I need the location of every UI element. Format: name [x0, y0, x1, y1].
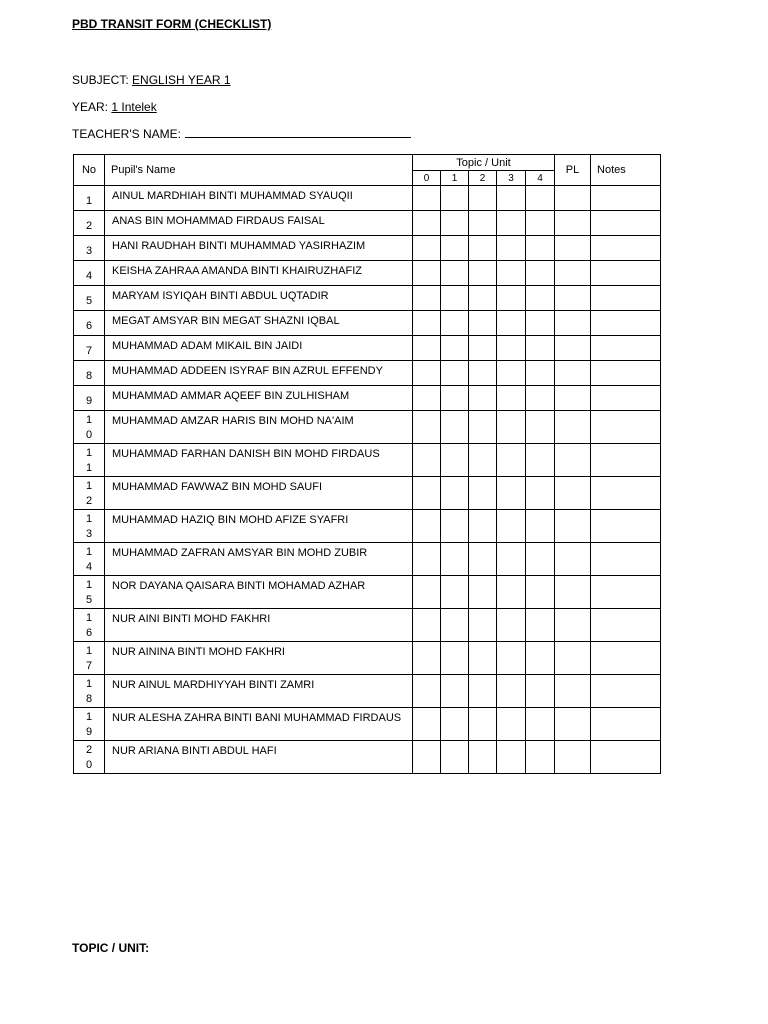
- topic-level-0-cell[interactable]: [413, 675, 441, 708]
- pl-cell[interactable]: [555, 186, 591, 211]
- pupil-name: ANAS BIN MOHAMMAD FIRDAUS FAISAL: [105, 211, 413, 236]
- topic-level-0-cell[interactable]: [413, 386, 441, 411]
- topic-level-3-cell[interactable]: [497, 386, 526, 411]
- topic-level-3-cell[interactable]: [497, 236, 526, 261]
- topic-level-4-cell[interactable]: [526, 510, 555, 543]
- topic-level-1-cell[interactable]: [441, 286, 469, 311]
- row-number: 7: [74, 336, 105, 361]
- pupil-name: MUHAMMAD AMMAR AQEEF BIN ZULHISHAM: [105, 386, 413, 411]
- notes-cell[interactable]: [591, 186, 661, 211]
- pupil-name: MUHAMMAD AMZAR HARIS BIN MOHD NA'AIM: [105, 411, 413, 444]
- topic-level-3-cell[interactable]: [497, 576, 526, 609]
- topic-level-1-cell[interactable]: [441, 510, 469, 543]
- notes-cell[interactable]: [591, 444, 661, 477]
- row-number: 1 2: [74, 477, 105, 510]
- topic-level-1-cell[interactable]: [441, 186, 469, 211]
- topic-level-0-cell[interactable]: [413, 477, 441, 510]
- row-number: 1 4: [74, 543, 105, 576]
- row-number: 6: [74, 311, 105, 336]
- header-no: No: [74, 155, 105, 186]
- topic-level-1-cell[interactable]: [441, 675, 469, 708]
- notes-cell[interactable]: [591, 386, 661, 411]
- row-number: 1 5: [74, 576, 105, 609]
- row-number: 9: [74, 386, 105, 411]
- topic-level-0-cell[interactable]: [413, 543, 441, 576]
- topic-level-1-cell[interactable]: [441, 543, 469, 576]
- table-row: [74, 675, 661, 708]
- table-row: [74, 261, 661, 286]
- topic-level-2-cell[interactable]: [469, 361, 497, 386]
- topic-level-2-cell[interactable]: [469, 576, 497, 609]
- table-row: [74, 642, 661, 675]
- row-number: 2: [74, 211, 105, 236]
- notes-cell[interactable]: [591, 336, 661, 361]
- pupil-name: NUR ARIANA BINTI ABDUL HAFI: [105, 741, 413, 774]
- topic-level-4-cell[interactable]: [526, 411, 555, 444]
- topic-level-0-cell[interactable]: [413, 211, 441, 236]
- topic-level-1-cell[interactable]: [441, 477, 469, 510]
- topic-level-2-cell[interactable]: [469, 708, 497, 741]
- header-level-2: 2: [469, 171, 497, 186]
- table-row: [74, 510, 661, 543]
- topic-level-0-cell[interactable]: [413, 576, 441, 609]
- topic-level-3-cell[interactable]: [497, 543, 526, 576]
- pupil-name: HANI RAUDHAH BINTI MUHAMMAD YASIRHAZIM: [105, 236, 413, 261]
- topic-level-3-cell[interactable]: [497, 510, 526, 543]
- topic-level-0-cell[interactable]: [413, 286, 441, 311]
- pupil-name: MUHAMMAD FAWWAZ BIN MOHD SAUFI: [105, 477, 413, 510]
- topic-level-4-cell[interactable]: [526, 642, 555, 675]
- notes-cell[interactable]: [591, 236, 661, 261]
- pupil-name: MUHAMMAD ADDEEN ISYRAF BIN AZRUL EFFENDY: [105, 361, 413, 386]
- header-notes: Notes: [591, 155, 661, 186]
- pupil-name: NUR ALESHA ZAHRA BINTI BANI MUHAMMAD FIRDAUS: [105, 708, 413, 741]
- pl-cell[interactable]: [555, 386, 591, 411]
- topic-level-4-cell[interactable]: [526, 211, 555, 236]
- notes-cell[interactable]: [591, 510, 661, 543]
- pl-cell[interactable]: [555, 741, 591, 774]
- subject-value: ENGLISH YEAR 1: [132, 73, 231, 87]
- topic-level-3-cell[interactable]: [497, 411, 526, 444]
- checklist-table: [73, 154, 661, 774]
- header-level-1: 1: [441, 171, 469, 186]
- notes-cell[interactable]: [591, 311, 661, 336]
- pupil-name: NUR AINI BINTI MOHD FAKHRI: [105, 609, 413, 642]
- topic-level-2-cell[interactable]: [469, 211, 497, 236]
- topic-level-2-cell[interactable]: [469, 286, 497, 311]
- topic-level-2-cell[interactable]: [469, 477, 497, 510]
- footer-topic-label: TOPIC / UNIT:: [72, 941, 150, 955]
- topic-level-1-cell[interactable]: [441, 236, 469, 261]
- topic-level-4-cell[interactable]: [526, 741, 555, 774]
- notes-cell[interactable]: [591, 642, 661, 675]
- topic-level-1-cell[interactable]: [441, 609, 469, 642]
- topic-level-0-cell[interactable]: [413, 311, 441, 336]
- notes-cell[interactable]: [591, 361, 661, 386]
- topic-level-3-cell[interactable]: [497, 642, 526, 675]
- pl-cell[interactable]: [555, 361, 591, 386]
- header-level-4: 4: [526, 171, 555, 186]
- form-title: PBD TRANSIT FORM (CHECKLIST): [72, 17, 272, 31]
- pupil-name: MUHAMMAD ZAFRAN AMSYAR BIN MOHD ZUBIR: [105, 543, 413, 576]
- topic-level-3-cell[interactable]: [497, 361, 526, 386]
- notes-cell[interactable]: [591, 708, 661, 741]
- table-row: [74, 444, 661, 477]
- topic-level-4-cell[interactable]: [526, 336, 555, 361]
- topic-level-4-cell[interactable]: [526, 311, 555, 336]
- table-row: [74, 286, 661, 311]
- topic-level-3-cell[interactable]: [497, 444, 526, 477]
- topic-level-4-cell[interactable]: [526, 675, 555, 708]
- pl-cell[interactable]: [555, 510, 591, 543]
- topic-level-2-cell[interactable]: [469, 311, 497, 336]
- topic-level-2-cell[interactable]: [469, 444, 497, 477]
- notes-cell[interactable]: [591, 261, 661, 286]
- topic-level-1-cell[interactable]: [441, 261, 469, 286]
- teacher-label: TEACHER'S NAME:: [72, 127, 181, 141]
- table-row: [74, 609, 661, 642]
- pl-cell[interactable]: [555, 444, 591, 477]
- topic-level-1-cell[interactable]: [441, 211, 469, 236]
- row-number: 1 7: [74, 642, 105, 675]
- table-row: [74, 411, 661, 444]
- topic-level-2-cell[interactable]: [469, 411, 497, 444]
- pl-cell[interactable]: [555, 708, 591, 741]
- notes-cell[interactable]: [591, 609, 661, 642]
- topic-level-3-cell[interactable]: [497, 741, 526, 774]
- topic-level-2-cell[interactable]: [469, 741, 497, 774]
- topic-level-1-cell[interactable]: [441, 444, 469, 477]
- topic-level-3-cell[interactable]: [497, 609, 526, 642]
- table-row: [74, 361, 661, 386]
- topic-level-2-cell[interactable]: [469, 543, 497, 576]
- topic-level-1-cell[interactable]: [441, 361, 469, 386]
- row-number: 1 8: [74, 675, 105, 708]
- notes-cell[interactable]: [591, 411, 661, 444]
- table-row: [74, 576, 661, 609]
- topic-level-4-cell[interactable]: [526, 361, 555, 386]
- notes-cell[interactable]: [591, 741, 661, 774]
- topic-level-3-cell[interactable]: [497, 211, 526, 236]
- topic-level-1-cell[interactable]: [441, 311, 469, 336]
- row-number: 1 1: [74, 444, 105, 477]
- topic-level-4-cell[interactable]: [526, 609, 555, 642]
- topic-level-4-cell[interactable]: [526, 286, 555, 311]
- table-row: [74, 543, 661, 576]
- table-row: [74, 236, 661, 261]
- notes-cell[interactable]: [591, 543, 661, 576]
- pl-cell[interactable]: [555, 543, 591, 576]
- topic-level-3-cell[interactable]: [497, 311, 526, 336]
- topic-level-1-cell[interactable]: [441, 708, 469, 741]
- topic-level-0-cell[interactable]: [413, 261, 441, 286]
- topic-level-3-cell[interactable]: [497, 477, 526, 510]
- topic-level-1-cell[interactable]: [441, 741, 469, 774]
- pl-cell[interactable]: [555, 336, 591, 361]
- pl-cell[interactable]: [555, 236, 591, 261]
- year-line: [72, 100, 157, 114]
- topic-level-2-cell[interactable]: [469, 386, 497, 411]
- topic-level-4-cell[interactable]: [526, 186, 555, 211]
- topic-level-2-cell[interactable]: [469, 261, 497, 286]
- pl-cell[interactable]: [555, 211, 591, 236]
- topic-level-2-cell[interactable]: [469, 642, 497, 675]
- pupil-name: NOR DAYANA QAISARA BINTI MOHAMAD AZHAR: [105, 576, 413, 609]
- topic-level-1-cell[interactable]: [441, 336, 469, 361]
- subject-line: [72, 73, 231, 87]
- table-row: [74, 386, 661, 411]
- topic-level-3-cell[interactable]: [497, 186, 526, 211]
- pupil-name: AINUL MARDHIAH BINTI MUHAMMAD SYAUQII: [105, 186, 413, 211]
- teacher-name-blank[interactable]: [185, 127, 411, 138]
- pupil-name: MUHAMMAD HAZIQ BIN MOHD AFIZE SYAFRI: [105, 510, 413, 543]
- topic-level-0-cell[interactable]: [413, 186, 441, 211]
- topic-level-2-cell[interactable]: [469, 609, 497, 642]
- row-number: 1 0: [74, 411, 105, 444]
- notes-cell[interactable]: [591, 477, 661, 510]
- pupil-name: MUHAMMAD ADAM MIKAIL BIN JAIDI: [105, 336, 413, 361]
- row-number: 8: [74, 361, 105, 386]
- notes-cell[interactable]: [591, 675, 661, 708]
- pupil-name: MARYAM ISYIQAH BINTI ABDUL UQTADIR: [105, 286, 413, 311]
- pl-cell[interactable]: [555, 609, 591, 642]
- topic-level-3-cell[interactable]: [497, 261, 526, 286]
- pl-cell[interactable]: [555, 576, 591, 609]
- pl-cell[interactable]: [555, 286, 591, 311]
- row-number: 5: [74, 286, 105, 311]
- topic-level-0-cell[interactable]: [413, 609, 441, 642]
- topic-level-4-cell[interactable]: [526, 708, 555, 741]
- topic-level-4-cell[interactable]: [526, 261, 555, 286]
- table-row: [74, 477, 661, 510]
- topic-level-0-cell[interactable]: [413, 741, 441, 774]
- topic-level-2-cell[interactable]: [469, 675, 497, 708]
- pl-cell[interactable]: [555, 261, 591, 286]
- pl-cell[interactable]: [555, 642, 591, 675]
- topic-level-4-cell[interactable]: [526, 543, 555, 576]
- topic-level-1-cell[interactable]: [441, 411, 469, 444]
- topic-level-3-cell[interactable]: [497, 336, 526, 361]
- topic-level-4-cell[interactable]: [526, 477, 555, 510]
- topic-level-2-cell[interactable]: [469, 336, 497, 361]
- year-label: YEAR:: [72, 100, 109, 114]
- table-row: [74, 211, 661, 236]
- topic-level-3-cell[interactable]: [497, 286, 526, 311]
- pl-cell[interactable]: [555, 477, 591, 510]
- topic-level-4-cell[interactable]: [526, 444, 555, 477]
- pupil-name: MUHAMMAD FARHAN DANISH BIN MOHD FIRDAUS: [105, 444, 413, 477]
- teacher-line: [72, 127, 411, 141]
- topic-level-1-cell[interactable]: [441, 642, 469, 675]
- topic-level-4-cell[interactable]: [526, 576, 555, 609]
- header-level-0: 0: [413, 171, 441, 186]
- subject-label: SUBJECT:: [72, 73, 129, 87]
- notes-cell[interactable]: [591, 211, 661, 236]
- topic-level-4-cell[interactable]: [526, 236, 555, 261]
- header-pupil-name: Pupil's Name: [105, 155, 413, 186]
- topic-level-0-cell[interactable]: [413, 642, 441, 675]
- row-number: 3: [74, 236, 105, 261]
- topic-level-1-cell[interactable]: [441, 576, 469, 609]
- table-row: [74, 186, 661, 211]
- pupil-name: NUR AININA BINTI MOHD FAKHRI: [105, 642, 413, 675]
- pupil-name: MEGAT AMSYAR BIN MEGAT SHAZNI IQBAL: [105, 311, 413, 336]
- row-number: 2 0: [74, 741, 105, 774]
- table-row: [74, 311, 661, 336]
- year-value: 1 Intelek: [111, 100, 157, 114]
- pupil-name: NUR AINUL MARDHIYYAH BINTI ZAMRI: [105, 675, 413, 708]
- topic-level-2-cell[interactable]: [469, 186, 497, 211]
- topic-level-2-cell[interactable]: [469, 236, 497, 261]
- table-row: [74, 741, 661, 774]
- topic-level-3-cell[interactable]: [497, 708, 526, 741]
- topic-level-4-cell[interactable]: [526, 386, 555, 411]
- row-number: 1: [74, 186, 105, 211]
- pl-cell[interactable]: [555, 675, 591, 708]
- row-number: 1 9: [74, 708, 105, 741]
- topic-level-0-cell[interactable]: [413, 510, 441, 543]
- topic-level-1-cell[interactable]: [441, 386, 469, 411]
- topic-level-0-cell[interactable]: [413, 361, 441, 386]
- topic-level-0-cell[interactable]: [413, 236, 441, 261]
- topic-level-0-cell[interactable]: [413, 336, 441, 361]
- table-row: [74, 708, 661, 741]
- table-row: [74, 336, 661, 361]
- header-pl: PL: [555, 155, 591, 186]
- topic-level-3-cell[interactable]: [497, 675, 526, 708]
- header-topic-unit: Topic / Unit: [413, 155, 555, 171]
- topic-level-0-cell[interactable]: [413, 708, 441, 741]
- pl-cell[interactable]: [555, 311, 591, 336]
- header-level-3: 3: [497, 171, 526, 186]
- pupil-name: KEISHA ZAHRAA AMANDA BINTI KHAIRUZHAFIZ: [105, 261, 413, 286]
- row-number: 1 6: [74, 609, 105, 642]
- row-number: 4: [74, 261, 105, 286]
- notes-cell[interactable]: [591, 576, 661, 609]
- topic-level-2-cell[interactable]: [469, 510, 497, 543]
- pl-cell[interactable]: [555, 411, 591, 444]
- topic-level-0-cell[interactable]: [413, 411, 441, 444]
- row-number: 1 3: [74, 510, 105, 543]
- topic-level-0-cell[interactable]: [413, 444, 441, 477]
- notes-cell[interactable]: [591, 286, 661, 311]
